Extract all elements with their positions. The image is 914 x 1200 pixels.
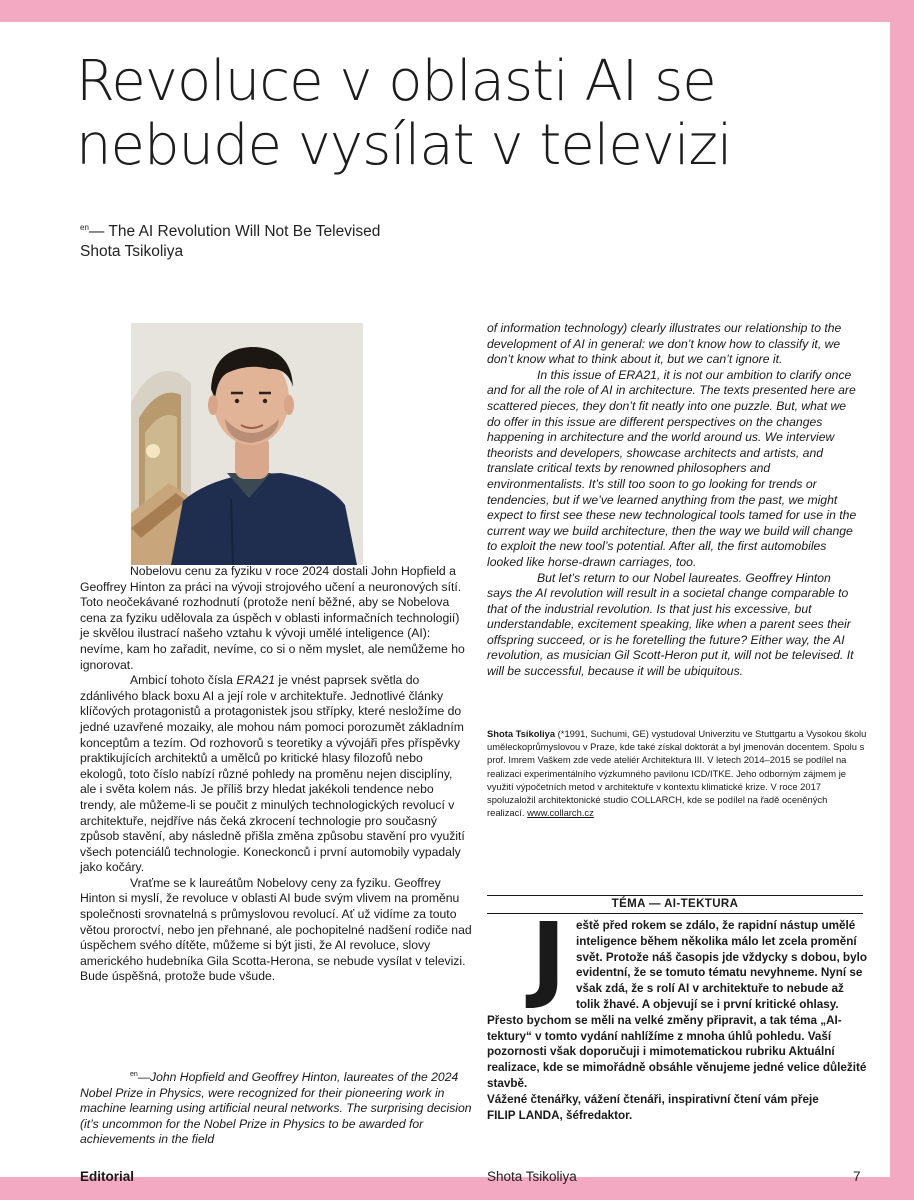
theme-heading: TÉMA — AI-TEKTURA [487,895,863,914]
page-number: 7 [853,1169,861,1184]
english-title-text: — The AI Revolution Will Not Be Televised [88,223,381,240]
czech-paragraph-2 [80,673,472,876]
portrait-photo [131,323,363,565]
english-title [80,218,380,242]
english-text-left [80,1067,472,1148]
bio-name: Shota Tsikoliya [487,728,556,739]
portrait-illustration [131,323,363,565]
en-marker: en [80,223,89,232]
title-line-1: Revoluce v oblasti AI se [76,49,716,114]
author-name: Shota Tsikoliya [80,243,184,260]
english-paragraph-3: But let’s return to our Nobel laureates. Geoffrey Hinton says the AI revolution will result in a societal change comparable to that of the industrial revolution. Is that just his excessive, but understandable, excitement speaking, like when a parent sees their offspring succeed, or is he foretelling the future? Either way, the AI revolution, as musician Gil Scott-Heron put it, will not be televised. It will be successful, because it will be ubiquitous. [487,570,854,679]
title-line-2: nebude vysílat v televizi [76,113,732,178]
bio-text: (*1991, Suchumi, GE) vystudoval Univerzitu ve Stuttgartu a Vysokou školu uměleckoprůmyslovou v Praze, kde také získal doktorát a byl jmenován docentem. Spolu s prof. Imrem Vaškem zde vede ateliér Architektura III. V letech 2014–2015 se podílel na realizaci experimentálního výzkumného pavilonu ICD/ITKE. Jeho odborným zájmem je využití výpočetních metod v architektuře v kontextu klimatické krize. V roce 2017 spoluzaložil architektonické studio COLLARCH, kde se podílel na řadě oceněných realizací. [487,728,867,819]
theme-signature: FILIP LANDA, šéfredaktor. [487,1108,633,1122]
czech-paragraph-1: Nobelovu cenu za fyziku v roce 2024 dostali John Hopfield a Geoffrey Hinton za práci na vývoji strojového učení a neuronových sítí. Toto neočekávané rozhodnutí (protože není běžné, aby se Nobelova cena za fyziku udělovala za úspěch v oblasti informačních technologií) je skvělou ilustrací našeho vztahu k vývoji umělé inteligence (AI): nevíme, kam ho zařadit, nevíme, co si o něm myslet, ale nemůžeme ho ignorovat. [80,564,465,672]
author-bio [487,727,867,819]
page-title [76,50,856,178]
era21-name: ERA21 [236,673,275,688]
czech-paragraph-3: Vraťme se k laureátům Nobelovy ceny za fyziku. Geoffrey Hinton si myslí, že revoluce v oblasti AI bude svým vlivem na proměnu společnosti srovnatelná s průmyslovou revolucí. Ať už vidíme za touto větou proroctví, nebo jen přehnané, ale pochopitelné nadšení rodiče nad úspěchem svého dítěte, můžeme si být jisti, že AI revoluce, slovy amerického hudebníka Gila Scotta-Herona, se nebude vysílat v televizi. Bude úspěšná, protože bude všude. [80,875,472,984]
czech-editorial-text [80,564,472,985]
czech-paragraph-2-rest: je vnést paprsek světla do zdánlivého black boxu AI a její role v architektuře. Jednotlivé články klíčových protagonistů a protagonistek jsou střípky, které nesložíme do jedné uzavřené mozaiky, ale mohou nám pomoci porozumět základním konceptům a tezím. Od rozhovorů s teoretiky a vývojáři přes příspěvky praktikujících architektů a umělců po kritické hlasy filozofů nebo ekologů, toto číslo nabízí různé pohledy na proměnu nejen disciplíny, ale i světa kolem nás. Je příliš brzy hledat jakékoli tendence nebo trendy, ale můžeme-li se poučit z minulých technologických revolucí v architektuře, nejdříve nás čeká zkrocení technologie pro současný způsob stavění, aby následně přišla změna způsobu stavění pro využití všech potenciálů technologie. Koneckonců i první automobily vypadaly jako kočáry. [80,673,465,875]
czech-paragraph-2-start: Ambicí tohoto čísla [130,673,237,688]
theme-paragraph: eště před rokem se zdálo, že rapidní nástup umělé inteligence během několika málo let zcela promění svět. Protože náš časopis jde vždycky s dobou, bylo evidentní, že se tomuto tématu nevyhneme. Nyní se však zdá, že s rolí AI v architektuře to nebude až tolik žhavé. A objevují se i první kritické ohlasy. Přesto bychom se měli na velké změny připravit, a tak téma „AI-tektury“ v tomto vydání nahlížíme z mnoha úhlů pohledu. Vaší pozornosti však doporučuji i mimotematickou rubriku Aktuální realizace, kde se mimořádně obsáhle věnujeme jedné velice důležité stavbě. [487,919,867,1090]
footer-author: Shota Tsikoliya [487,1169,577,1184]
subtitle-block [80,218,380,262]
footer-section-name: Editorial [80,1169,135,1184]
theme-greeting: Vážené čtenářky, vážení čtenáři, inspirativní čtení vám přeje [487,1092,819,1106]
en-marker: en [130,1071,138,1078]
drop-cap: J [531,903,566,1012]
english-text-right [487,321,859,680]
magazine-page [0,22,890,1184]
english-paragraph-2: In this issue of ERA21, it is not our ambition to clarify once and for all the role of AI in architecture. The texts presented here are scattered pieces, they don’t fit neatly into one puzzle. But, what we do offer in this issue are different perspectives on the changes happening in architecture and the world around us. We interview theorists and developers, showcase architects and artists, and translate critical texts by renowned philosophers and environmentalists. It’s still too soon to go looking for trends or tendencies, but if we’ve learned anything from the past, we might expect to first see these new technological tools tamed for use in the current way we build architecture, then the way we build will change to exploit the new tool’s potential. After all, the first automobiles looked like horse-drawn carriages, too. [487,367,857,569]
bio-website-link[interactable]: www.collarch.cz [527,807,594,819]
english-paragraph-1-text: —John Hopfield and Geoffrey Hinton, laureates of the 2024 Nobel Prize in Physics, were recognized for their pioneering work in machine learning using artificial neural networks. The surprising decision (it’s uncommon for the Nobel Prize in Physics to be awarded for achievements in the field [80,1070,472,1147]
english-paragraph-1-end: of information technology) clearly illustrates our relationship to the development of AI in general: we don’t know how to classify it, we don’t know what to think about it, but we can’t ignore it. [487,321,842,367]
english-paragraph-1-start [80,1067,472,1148]
